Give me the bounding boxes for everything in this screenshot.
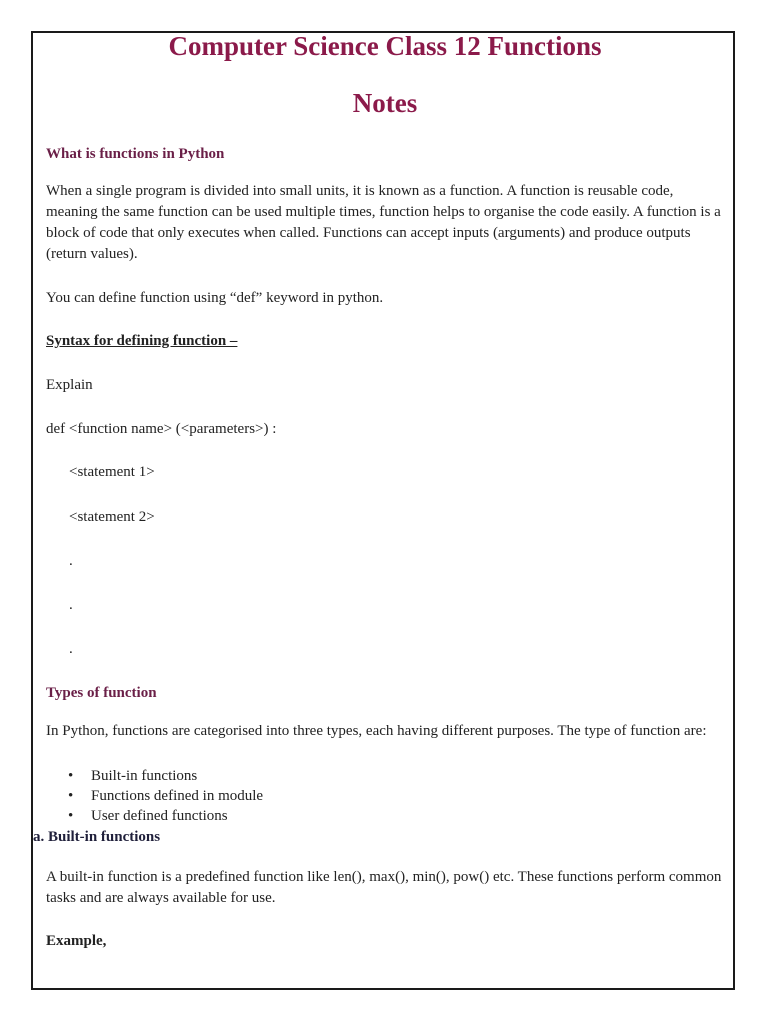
list-item-label: Built-in functions bbox=[91, 768, 198, 784]
bullet-icon: • bbox=[68, 788, 74, 804]
functions-definition-paragraph: When a single program is divided into small units, it is known as a function. A function is reusable code, meaning the same function can be used multiple times, function helps to organise the code easily. A function is a block of code that only executes when called. Functions can accept inputs (arguments) and produce outputs (return values). bbox=[46, 183, 721, 262]
types-intro-paragraph: In Python, functions are categorised into three types, each having different purposes. The type of function are: bbox=[46, 723, 707, 739]
document-title: Computer Science Class 12 Functions bbox=[168, 31, 602, 61]
list-item bbox=[46, 806, 726, 826]
syntax-statement-2: <statement 2> bbox=[69, 509, 155, 525]
built-in-description-paragraph: A built-in function is a predefined function like len(), max(), min(), pow() etc. These functions perform common tasks and are always available for use. bbox=[46, 869, 722, 906]
syntax-statement-1: <statement 1> bbox=[69, 464, 155, 480]
section-heading-built-in-functions: a. Built-in functions bbox=[33, 829, 161, 845]
list-item bbox=[46, 786, 726, 806]
document-subtitle: Notes bbox=[352, 88, 418, 118]
def-keyword-paragraph: You can define function using “def” keyword in python. bbox=[46, 290, 384, 306]
section-heading-types-of-function: Types of function bbox=[46, 685, 157, 701]
list-item-label: User defined functions bbox=[91, 808, 228, 824]
bullet-icon: • bbox=[68, 808, 74, 824]
example-label: Example, bbox=[46, 933, 107, 949]
explain-label: Explain bbox=[46, 377, 93, 393]
types-bullet-list bbox=[46, 766, 726, 826]
syntax-heading: Syntax for defining function – bbox=[46, 333, 238, 349]
document-page bbox=[31, 31, 735, 990]
section-heading-what-is-functions: What is functions in Python bbox=[46, 146, 225, 162]
def-syntax-line: def <function name> (<parameters>) : bbox=[46, 421, 277, 437]
bullet-icon: • bbox=[68, 768, 74, 784]
list-item bbox=[46, 766, 726, 786]
syntax-ellipsis-dot-2: . bbox=[69, 597, 73, 613]
syntax-ellipsis-dot-1: . bbox=[69, 553, 73, 569]
syntax-ellipsis-dot-3: . bbox=[69, 641, 73, 657]
list-item-label: Functions defined in module bbox=[91, 788, 264, 804]
